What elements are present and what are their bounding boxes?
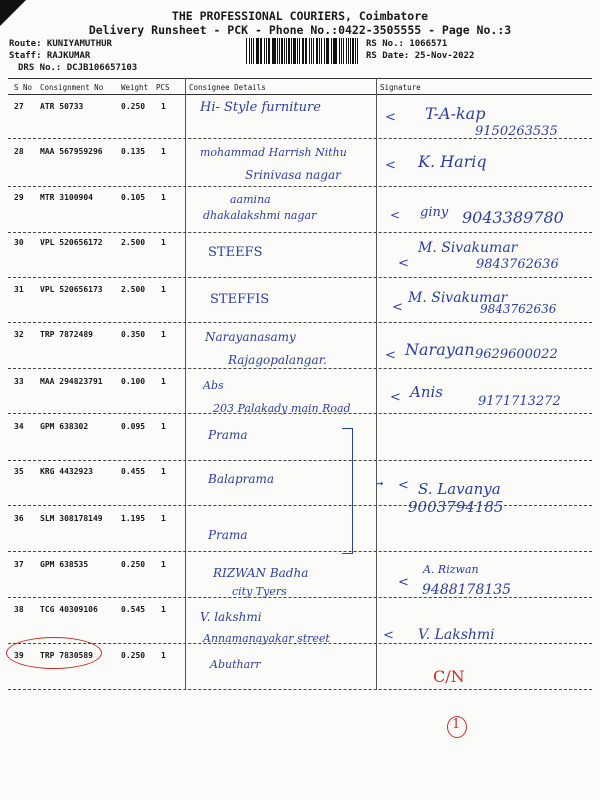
row-consignment: MAA 294823791 xyxy=(40,377,103,386)
page-mark: 1 xyxy=(452,717,461,732)
rs-number: RS No.: 1066571 xyxy=(366,39,448,49)
row-pcs: 1 xyxy=(161,560,166,569)
column-header-weight: Weight xyxy=(121,83,149,92)
highlight-circle xyxy=(6,637,102,669)
row-weight: 0.250 xyxy=(121,102,146,111)
r33-consignee: Abs xyxy=(203,379,224,392)
column-header-consignment: Consignment No xyxy=(40,83,104,92)
r30-signature-mark: < xyxy=(398,256,409,271)
r36-consignee: Prama xyxy=(208,528,248,542)
barcode-bar xyxy=(346,38,347,64)
barcode-bar xyxy=(293,38,295,64)
row-sno: 29 xyxy=(14,193,24,202)
r32-signature: Narayan xyxy=(405,340,475,359)
barcode-bar xyxy=(251,38,252,64)
row-consignment: KRG 4432923 xyxy=(40,467,93,476)
row-sno: 30 xyxy=(14,238,24,247)
row-pcs: 1 xyxy=(161,377,166,386)
r30-phone: 9843762636 xyxy=(476,257,559,272)
row-weight: 0.105 xyxy=(121,193,146,202)
row-divider xyxy=(8,322,592,323)
barcode-bar xyxy=(321,38,322,64)
row-consignment: GPM 638535 xyxy=(40,560,89,569)
barcode-bar xyxy=(316,38,318,64)
row-divider xyxy=(8,551,592,552)
arrow-icon: → xyxy=(376,476,384,490)
row-consignment: SLM 308178149 xyxy=(40,514,103,523)
row-pcs: 1 xyxy=(161,102,166,111)
row-weight: 1.195 xyxy=(121,514,146,523)
barcode-bar xyxy=(256,38,258,64)
r33-signature: Anis xyxy=(410,383,443,401)
row-divider xyxy=(8,186,592,187)
row-consignment: VPL 520656172 xyxy=(40,238,103,247)
r32-consignee: Narayanasamy xyxy=(205,330,296,344)
r33-phone: 9171713272 xyxy=(478,394,561,409)
row-consignment: GPM 638302 xyxy=(40,422,89,431)
r27-signature: < xyxy=(385,110,396,125)
barcode-bar xyxy=(343,38,344,64)
r29-signature: giny xyxy=(420,205,449,220)
barcode-bar xyxy=(268,38,269,64)
r29-phone: 9043389780 xyxy=(462,208,564,227)
barcode-bar xyxy=(339,38,340,64)
barcode-bar xyxy=(313,38,314,64)
barcode xyxy=(246,38,360,64)
barcode-bar xyxy=(357,38,358,64)
row-weight: 2.500 xyxy=(121,238,146,247)
barcode-bar xyxy=(309,38,310,64)
row-sno: 35 xyxy=(14,467,24,476)
row-consignment: VPL 520656173 xyxy=(40,285,103,294)
barcode-bar xyxy=(319,38,320,64)
barcode-bar xyxy=(253,38,254,64)
barcode-bar xyxy=(303,38,304,64)
row-pcs: 1 xyxy=(161,514,166,523)
barcode-bar xyxy=(350,38,351,64)
row-divider xyxy=(8,232,592,233)
row-consignment: TCG 40309106 xyxy=(40,605,98,614)
r35-phone: 9003794185 xyxy=(408,498,504,516)
row-divider xyxy=(8,277,592,278)
row-consignment: MTR 3100904 xyxy=(40,193,93,202)
barcode-bar xyxy=(288,38,289,64)
barcode-bar xyxy=(279,38,280,64)
row-pcs: 1 xyxy=(161,285,166,294)
barcode-bar xyxy=(352,38,353,64)
column-header-pcs: PCS xyxy=(156,83,170,92)
r34-consignee: Prama xyxy=(208,428,248,442)
r37-signature: A. Rizwan xyxy=(423,563,479,576)
company-title: THE PROFESSIONAL COURIERS, Coimbatore xyxy=(171,9,429,23)
barcode-bar xyxy=(264,38,265,64)
row-weight: 0.455 xyxy=(121,467,146,476)
row-pcs: 1 xyxy=(161,651,166,660)
barcode-bar xyxy=(291,38,292,64)
row-divider xyxy=(8,460,592,461)
row-weight: 0.100 xyxy=(121,377,146,386)
row-divider xyxy=(8,505,592,506)
barcode-bar xyxy=(311,38,312,64)
row-consignment: TRP 7830589 xyxy=(40,651,93,660)
row-sno: 33 xyxy=(14,377,24,386)
row-pcs: 1 xyxy=(161,147,166,156)
row-consignment: ATR 50733 xyxy=(40,102,84,111)
rs-date: RS Date: 25-Nov-2022 xyxy=(366,51,475,61)
r37-address: city Tyers xyxy=(232,585,287,598)
row-divider xyxy=(8,368,592,369)
barcode-bar xyxy=(297,38,298,64)
row-pcs: 1 xyxy=(161,193,166,202)
r27-phone: 9150263535 xyxy=(475,124,558,139)
row-sno: 39 xyxy=(14,651,24,660)
row-weight: 0.135 xyxy=(121,147,146,156)
barcode-bar xyxy=(305,38,306,64)
row-pcs: 1 xyxy=(161,605,166,614)
barcode-bar xyxy=(260,38,261,64)
signature-column-divider xyxy=(376,78,377,690)
row-pcs: 1 xyxy=(161,467,166,476)
barcode-bar xyxy=(284,38,285,64)
r39-cn-mark: C/N xyxy=(433,667,465,686)
barcode-bar xyxy=(355,38,356,64)
barcode-bar xyxy=(324,38,325,64)
row-sno: 27 xyxy=(14,102,24,111)
row-sno: 31 xyxy=(14,285,24,294)
r33-signature-mark: < xyxy=(390,390,401,405)
header-top-rule xyxy=(8,78,592,79)
r33-address: 203 Palakady main Road xyxy=(213,402,351,415)
row-sno: 38 xyxy=(14,605,24,614)
r38-signature-mark: < xyxy=(383,628,394,643)
barcode-bar xyxy=(273,38,275,64)
row-sno: 32 xyxy=(14,330,24,339)
r30-consignee: STEEFS xyxy=(208,245,263,260)
row-divider xyxy=(8,689,592,690)
r28-signature: K. Hariq xyxy=(418,152,487,171)
row-weight: 0.350 xyxy=(121,330,146,339)
staff-label: Staff: RAJKUMAR xyxy=(9,51,91,61)
r37-signature-mark: < xyxy=(398,575,409,590)
r28-consignee: mohammad Harrish Nithu xyxy=(200,146,347,159)
row-consignment: MAA 567959296 xyxy=(40,147,103,156)
row-sno: 34 xyxy=(14,422,24,431)
r38-address: Annamanayakar street xyxy=(203,632,330,645)
route-label: Route: KUNIYAMUTHUR xyxy=(9,39,112,49)
barcode-bar xyxy=(277,38,278,64)
r27-consignee: Hi- Style furniture xyxy=(200,100,321,115)
row-pcs: 1 xyxy=(161,330,166,339)
r28-address: Srinivasa nagar xyxy=(245,168,341,182)
barcode-bar xyxy=(302,38,303,64)
column-header-consignee: Consignee Details xyxy=(189,83,266,92)
row-weight: 0.095 xyxy=(121,422,146,431)
grouping-bracket xyxy=(342,428,353,554)
r31-signature: M. Sivakumar xyxy=(408,290,508,306)
runsheet-subtitle: Delivery Runsheet - PCK - Phone No.:0422-3505555 - Page No.:3 xyxy=(88,23,512,37)
r38-signature: V. Lakshmi xyxy=(418,627,495,643)
r37-phone: 9488178135 xyxy=(422,582,512,598)
barcode-bar xyxy=(334,38,336,64)
barcode-bar xyxy=(327,38,328,64)
barcode-bar xyxy=(348,38,349,64)
barcode-bar xyxy=(272,38,273,64)
row-pcs: 1 xyxy=(161,422,166,431)
barcode-bar xyxy=(266,38,267,64)
row-pcs: 1 xyxy=(161,238,166,247)
row-weight: 0.545 xyxy=(121,605,146,614)
r37-consignee: RIZWAN Badha xyxy=(213,566,309,580)
r39-address: Abutharr xyxy=(210,658,261,671)
barcode-bar xyxy=(341,38,342,64)
r31-phone: 9843762636 xyxy=(480,302,557,316)
header-bottom-rule xyxy=(8,94,592,95)
row-weight: 0.250 xyxy=(121,560,146,569)
r32-phone: 9629600022 xyxy=(475,347,558,362)
r31-consignee: STEFFIS xyxy=(210,292,270,307)
r32-address: Rajagopalangar. xyxy=(228,353,327,367)
row-consignment: TRP 7872489 xyxy=(40,330,93,339)
r29-address: dhakalakshmi nagar xyxy=(203,209,317,222)
barcode-bar xyxy=(326,38,327,64)
r32-signature-mark: < xyxy=(385,348,396,363)
r38-consignee: V. lakshmi xyxy=(200,610,262,624)
consignee-column-divider xyxy=(185,78,186,690)
barcode-bar xyxy=(281,38,282,64)
r35-signature-mark: < xyxy=(398,478,409,493)
r29-signature-mark: < xyxy=(390,208,401,222)
row-weight: 0.250 xyxy=(121,651,146,660)
row-sno: 28 xyxy=(14,147,24,156)
barcode-bar xyxy=(299,38,300,64)
column-header-sno: S No xyxy=(14,83,33,92)
r35-consignee: Balaprama xyxy=(208,472,275,486)
row-sno: 36 xyxy=(14,514,24,523)
barcode-bar xyxy=(286,38,287,64)
r28-signature-mark: < xyxy=(385,158,396,173)
drs-label: DRS No.: DCJB106657103 xyxy=(18,63,138,73)
barcode-bar xyxy=(333,38,334,64)
row-weight: 2.500 xyxy=(121,285,146,294)
barcode-bar xyxy=(249,38,250,64)
r27-signature-name: T-A-kap xyxy=(425,104,486,123)
row-sno: 37 xyxy=(14,560,24,569)
column-header-signature: Signature xyxy=(380,83,421,92)
r30-signature: M. Sivakumar xyxy=(418,240,518,256)
r29-consignee: aamina xyxy=(230,193,271,206)
barcode-bar xyxy=(261,38,262,64)
barcode-bar xyxy=(246,38,247,64)
r35-signature: S. Lavanya xyxy=(418,480,501,498)
barcode-bar xyxy=(331,38,332,64)
r31-signature-mark: < xyxy=(392,300,403,315)
